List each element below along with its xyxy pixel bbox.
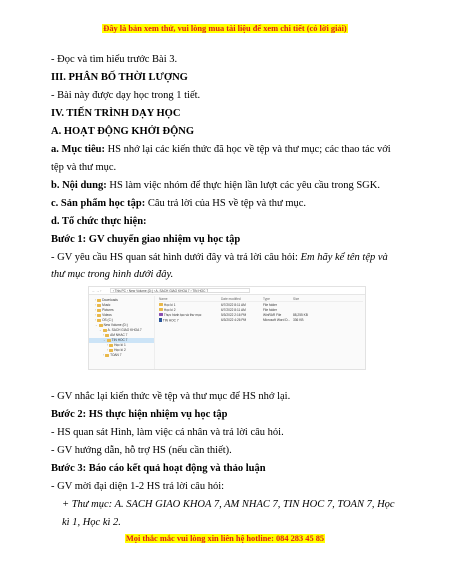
file-list (159, 297, 363, 323)
file-row: Học kì 2 6/7/2022 8:11 AM File folder (159, 308, 363, 313)
address-bar (89, 287, 365, 295)
folder-icon (109, 344, 113, 347)
folder-icon (97, 314, 101, 317)
drive-icon (97, 319, 101, 322)
tree-item: › Downloads (95, 298, 118, 302)
tree-item: › TOAN 7 (103, 353, 122, 357)
organize-heading: d. Tổ chức thực hiện: (51, 216, 147, 227)
folder-icon (105, 354, 109, 357)
product-line: c. Sản phẩm học tập: Câu trả lời của HS về tệp và thư mục. (51, 198, 307, 209)
hotline-banner: Mọi thắc mắc vui lòng xin liên hệ hotline: 084 283 45 85 (125, 534, 325, 543)
paragraph: - Đọc và tìm hiểu trước Bài 3. (51, 54, 178, 65)
content-line: b. Nội dung: HS làm việc nhóm để thực hiện lần lượt các yêu cầu trong SGK. (51, 180, 380, 191)
tree-item: › Videos (95, 313, 112, 317)
folder-icon (97, 299, 101, 302)
heading-iii: III. PHÂN BỐ THỜI LƯỢNG (51, 72, 188, 83)
preview-banner: Đây là bản xem thử, vui lòng mua tài liệu để xem chi tiết (có lời giải) (103, 24, 347, 33)
folder-icon (159, 303, 163, 306)
archive-icon (159, 313, 163, 316)
heading-iv: IV. TIẾN TRÌNH DẠY HỌC (51, 108, 181, 119)
goal-line-cont: tệp và thư mục. (51, 162, 117, 173)
file-list-header: Name Date modified Type Size (159, 297, 363, 302)
answer-line-cont: kì 1, Học kì 2. (62, 517, 121, 528)
answer-line: + Thư mục: A. SACH GIAO KHOA 7, AM NHAC 7, TIN HOC 7, TOAN 7, Học (62, 499, 395, 510)
folder-icon (109, 349, 113, 352)
step-1-text: - GV yêu cầu HS quan sát hình dưới đây và trả lời câu hỏi: Em hãy kể tên tệp và (51, 252, 388, 263)
tree-item: ⌄ A. SACH GIAO KHOA 7 (99, 328, 142, 332)
step-1-after: - GV nhắc lại kiến thức về tệp và thư mục để HS nhớ lại. (51, 391, 291, 402)
folder-icon (159, 308, 163, 311)
tree-item: › OS (C:) (95, 318, 113, 322)
step-2-heading: Bước 2: HS thực hiện nhiệm vụ học tập (51, 409, 228, 420)
nav-arrows-icon: ← → ↑ (92, 288, 102, 293)
folder-icon (97, 304, 101, 307)
file-row: Thực hành tạo và thư mục 5/3/2022 2:16 PM WinRAR File 88,255 KB (159, 313, 363, 318)
file-row: Học kì 1 6/7/2022 8:11 AM File folder (159, 303, 363, 308)
tree-item: › Học kì 1 (107, 343, 126, 347)
folder-icon (97, 309, 101, 312)
step-2-text: - HS quan sát Hình, làm việc cá nhân và trả lời câu hỏi. (51, 427, 284, 438)
paragraph: - Bài này được dạy học trong 1 tiết. (51, 90, 201, 101)
folder-icon (105, 334, 109, 337)
heading-a: A. HOẠT ĐỘNG KHỞI ĐỘNG (51, 126, 195, 137)
address-path: › This PC › New Volume (D:) › A. SACH GIAO KHOA 7 › TIN HOC 7 (110, 288, 250, 293)
tree-item-selected: ⌄ TIN HOC 7 (89, 338, 154, 343)
file-explorer-screenshot (88, 286, 366, 370)
step-3-heading: Bước 3: Báo cáo kết quả hoạt động và thảo luận (51, 463, 266, 474)
folder-icon (103, 329, 107, 332)
folder-tree (89, 296, 155, 369)
word-document-icon (159, 318, 162, 322)
step-2-text: - GV hướng dẫn, hỗ trợ HS (nếu cần thiết). (51, 445, 232, 456)
tree-item: › Học kì 2 (107, 348, 126, 352)
tree-item: › Pictures (95, 308, 114, 312)
step-1-text-cont: thư mục trong hình dưới đây. (51, 269, 174, 280)
step-3-text: - GV mời đại diện 1-2 HS trả lời câu hỏi: (51, 481, 225, 492)
tree-item: ⌄ New Volume (D:) (95, 323, 128, 327)
drive-icon (99, 324, 103, 327)
goal-line: a. Mục tiêu: HS nhớ lại các kiến thức đã học về tệp và thư mục; các thao tác với (51, 144, 391, 155)
tree-item: › Music (95, 303, 111, 307)
step-1-heading: Bước 1: GV chuyển giao nhiệm vụ học tập (51, 234, 241, 245)
file-row: TIN HOC 7 6/3/2022 4:26 PM Microsoft Word D... 336 KB (159, 318, 363, 323)
tree-item: › AM NHAC 7 (103, 333, 128, 337)
folder-icon (107, 339, 111, 342)
